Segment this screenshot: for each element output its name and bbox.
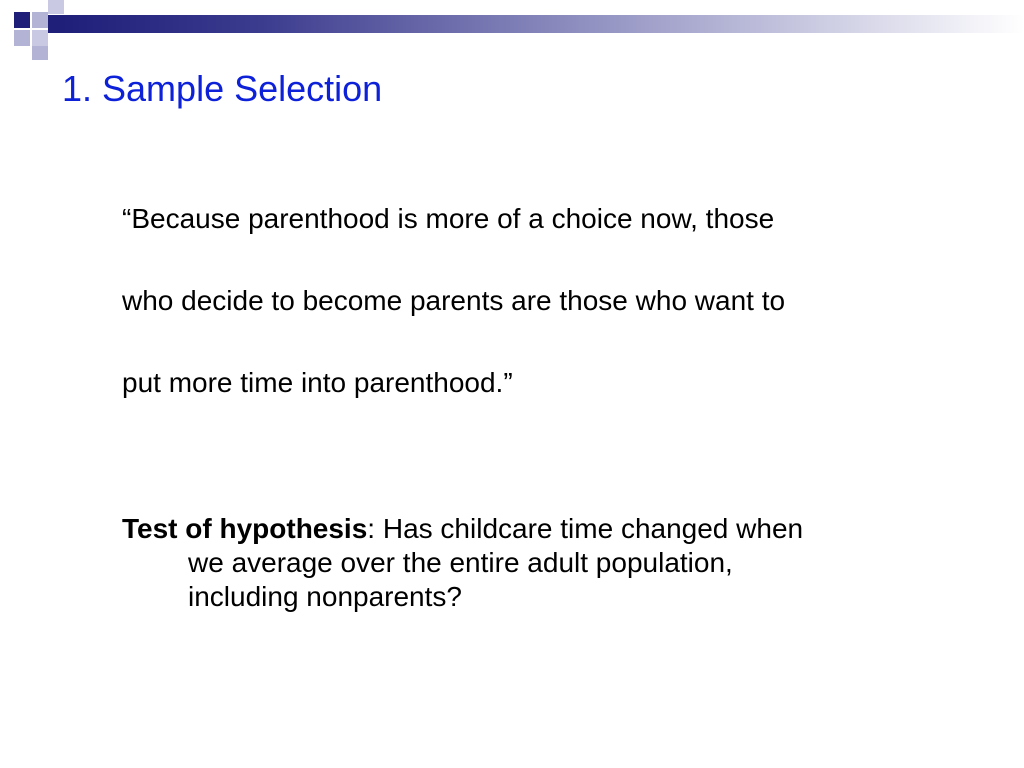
quote-line: put more time into parenthood.” — [122, 367, 513, 398]
header-decoration — [0, 0, 1024, 62]
decor-square-light — [32, 46, 48, 60]
decor-square-navy — [48, 15, 62, 33]
decor-square-light — [32, 30, 48, 46]
header-gradient-bar — [62, 15, 1024, 33]
quote-block — [122, 178, 962, 424]
decor-square-navy — [14, 12, 30, 28]
slide-title: 1. Sample Selection — [62, 68, 383, 109]
hypothesis-text-line: Has childcare time changed when — [382, 513, 804, 544]
hypothesis-text-line: we average over the entire adult population, — [188, 547, 733, 578]
hypothesis-label: Test of hypothesis — [122, 513, 368, 544]
decor-square-light — [14, 30, 30, 46]
hypothesis-separator: : — [367, 513, 376, 544]
hypothesis-block — [122, 512, 982, 614]
quote-line: who decide to become parents are those who want to — [122, 285, 786, 316]
decor-square-light — [32, 12, 48, 28]
quote-line: “Because parenthood is more of a choice now, those — [122, 203, 775, 234]
hypothesis-text-line: including nonparents? — [188, 581, 462, 612]
hypothesis-first-line — [122, 512, 982, 546]
decor-square-light — [48, 0, 64, 14]
